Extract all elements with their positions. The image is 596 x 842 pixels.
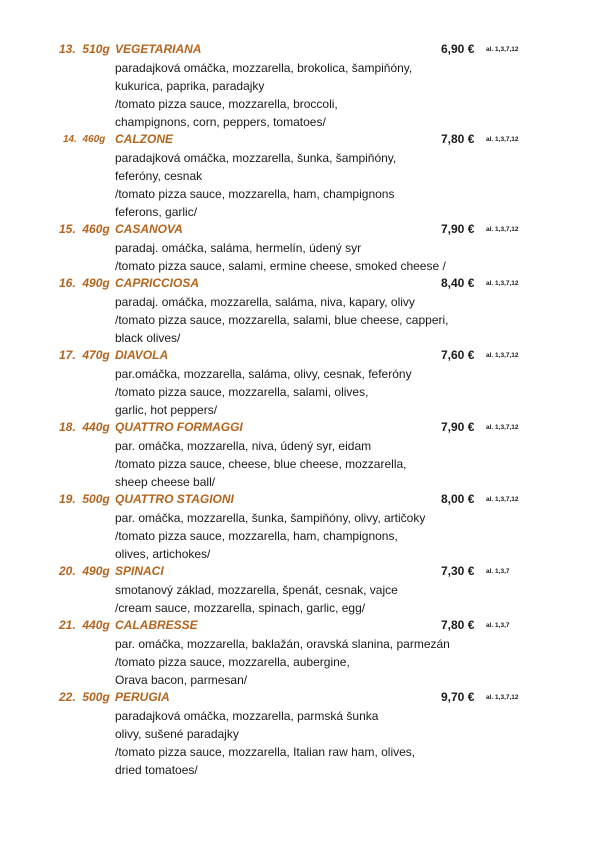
item-price: 7,90 € [441, 420, 475, 434]
item-allergens: al. 1,3,7,12 [486, 694, 519, 701]
item-number: 13. [59, 42, 76, 56]
menu-item-header [0, 563, 596, 581]
description-line: paradajková omáčka, mozzarella, parmská šunka [115, 709, 379, 723]
description-line: paradajková omáčka, mozzarella, brokolica, šampiňóny, [115, 61, 413, 75]
item-number: 21. [59, 618, 76, 632]
item-number-weight [59, 42, 110, 56]
item-number-weight [59, 618, 110, 632]
item-description [115, 149, 475, 221]
item-weight: 500g [82, 690, 110, 704]
item-number: 15. [59, 222, 76, 236]
description-line: par. omáčka, mozzarella, šunka, šampiňóny, olivy, artičoky [115, 511, 426, 525]
menu-item [0, 419, 596, 491]
item-price: 7,80 € [441, 618, 475, 632]
pizza-menu [0, 41, 596, 779]
item-weight: 470g [82, 348, 110, 362]
item-allergens: al. 1,3,7,12 [486, 424, 519, 431]
menu-item-header [0, 617, 596, 635]
description-line: par. omáčka, mozzarella, baklažán, oravská slanina, parmezán [115, 637, 450, 651]
description-line: feferons, garlic/ [115, 205, 198, 219]
item-number-weight [63, 134, 105, 145]
description-line: garlic, hot peppers/ [115, 403, 218, 417]
item-number-weight [59, 420, 110, 434]
item-number-weight [59, 564, 110, 578]
description-line: olivy, sušené paradajky [115, 727, 239, 741]
item-name: PERUGIA [115, 690, 170, 704]
item-price: 7,60 € [441, 348, 475, 362]
item-price: 7,90 € [441, 222, 475, 236]
item-weight: 490g [82, 276, 110, 290]
menu-item-header [0, 221, 596, 239]
description-line: smotanový základ, mozzarella, špenát, cesnak, vajce [115, 583, 398, 597]
item-weight: 510g [82, 42, 110, 56]
item-allergens: al. 1,3,7 [486, 568, 510, 575]
item-number: 14. [63, 134, 77, 145]
description-line: paradajková omáčka, mozzarella, šunka, šampiňóny, [115, 151, 397, 165]
description-line: /tomato pizza sauce, mozzarella, aubergine, [115, 655, 350, 669]
item-weight: 440g [82, 618, 110, 632]
description-line: paradaj. omáčka, mozzarella, saláma, niva, kapary, olivy [115, 295, 415, 309]
description-line: /cream sauce, mozzarella, spinach, garlic, egg/ [115, 601, 366, 615]
item-name: SPINACI [115, 564, 164, 578]
item-allergens: al. 1,3,7,12 [486, 280, 519, 287]
item-number-weight [59, 348, 110, 362]
description-line: /tomato pizza sauce, cheese, blue cheese, mozzarella, [115, 457, 407, 471]
item-allergens: al. 1,3,7,12 [486, 46, 519, 53]
menu-item-header [0, 689, 596, 707]
menu-item-header [0, 275, 596, 293]
description-line: par.omáčka, mozzarella, saláma, olivy, cesnak, feferóny [115, 367, 412, 381]
menu-item [0, 131, 596, 221]
item-number-weight [59, 492, 110, 506]
item-weight: 490g [82, 564, 110, 578]
description-line: Orava bacon, parmesan/ [115, 673, 248, 687]
item-name: VEGETARIANA [115, 42, 202, 56]
item-number: 16. [59, 276, 76, 290]
item-name: QUATTRO STAGIONI [115, 492, 234, 506]
item-description [115, 581, 475, 617]
item-description [115, 707, 475, 779]
item-weight: 440g [82, 420, 110, 434]
item-number-weight [59, 276, 110, 290]
description-line: /tomato pizza sauce, mozzarella, ham, champignons [115, 187, 395, 201]
description-line: olives, artichokes/ [115, 547, 211, 561]
description-line: black olives/ [115, 331, 181, 345]
item-name: QUATTRO FORMAGGI [115, 420, 243, 434]
description-line: kukurica, paprika, paradajky [115, 79, 265, 93]
item-price: 8,40 € [441, 276, 475, 290]
description-line: dried tomatoes/ [115, 763, 198, 777]
item-price: 8,00 € [441, 492, 475, 506]
item-number: 17. [59, 348, 76, 362]
description-line: paradaj. omáčka, saláma, hermelín, údený syr [115, 241, 362, 255]
item-price: 7,30 € [441, 564, 475, 578]
item-weight: 460g [82, 134, 106, 145]
item-description [115, 293, 475, 347]
item-name: CAPRICCIOSA [115, 276, 200, 290]
item-price: 9,70 € [441, 690, 475, 704]
item-allergens: al. 1,3,7,12 [486, 352, 519, 359]
description-line: /tomato pizza sauce, mozzarella, broccoli, [115, 97, 338, 111]
description-line: champignons, corn, peppers, tomatoes/ [115, 115, 326, 129]
item-description [115, 635, 475, 689]
item-description [115, 437, 475, 491]
item-weight: 500g [82, 492, 110, 506]
item-description [115, 59, 475, 131]
item-allergens: al. 1,3,7,12 [486, 136, 519, 143]
item-number: 19. [59, 492, 76, 506]
item-name: DIAVOLA [115, 348, 169, 362]
description-line: feferóny, cesnak [115, 169, 203, 183]
item-name: CALABRESSE [115, 618, 198, 632]
menu-item [0, 221, 596, 275]
item-name: CALZONE [115, 132, 173, 146]
description-line: /tomato pizza sauce, mozzarella, ham, champignons, [115, 529, 398, 543]
item-number: 18. [59, 420, 76, 434]
item-price: 6,90 € [441, 42, 475, 56]
menu-item [0, 491, 596, 563]
item-description [115, 239, 475, 275]
menu-item-header [0, 347, 596, 365]
item-number-weight [59, 690, 110, 704]
description-line: /tomato pizza sauce, mozzarella, salami, blue cheese, capperi, [115, 313, 449, 327]
menu-item [0, 563, 596, 617]
menu-item [0, 617, 596, 689]
menu-item-header [0, 131, 596, 149]
item-allergens: al. 1,3,7,12 [486, 496, 519, 503]
menu-item [0, 41, 596, 131]
item-number: 22. [59, 690, 76, 704]
item-weight: 460g [82, 222, 110, 236]
description-line: /tomato pizza sauce, mozzarella, Italian raw ham, olives, [115, 745, 416, 759]
menu-item [0, 347, 596, 419]
menu-item-header [0, 491, 596, 509]
item-number: 20. [59, 564, 76, 578]
item-name: CASANOVA [115, 222, 183, 236]
menu-item-header [0, 419, 596, 437]
description-line: /tomato pizza sauce, salami, ermine cheese, smoked cheese / [115, 259, 446, 273]
description-line: sheep cheese ball/ [115, 475, 216, 489]
menu-item [0, 275, 596, 347]
description-line: par. omáčka, mozzarella, niva, údený syr, eidam [115, 439, 372, 453]
menu-item-header [0, 41, 596, 59]
item-description [115, 365, 475, 419]
item-allergens: al. 1,3,7 [486, 622, 510, 629]
item-number-weight [59, 222, 110, 236]
item-price: 7,80 € [441, 132, 475, 146]
menu-item [0, 689, 596, 779]
item-description [115, 509, 475, 563]
item-allergens: al. 1,3,7,12 [486, 226, 519, 233]
description-line: /tomato pizza sauce, mozzarella, salami, olives, [115, 385, 369, 399]
